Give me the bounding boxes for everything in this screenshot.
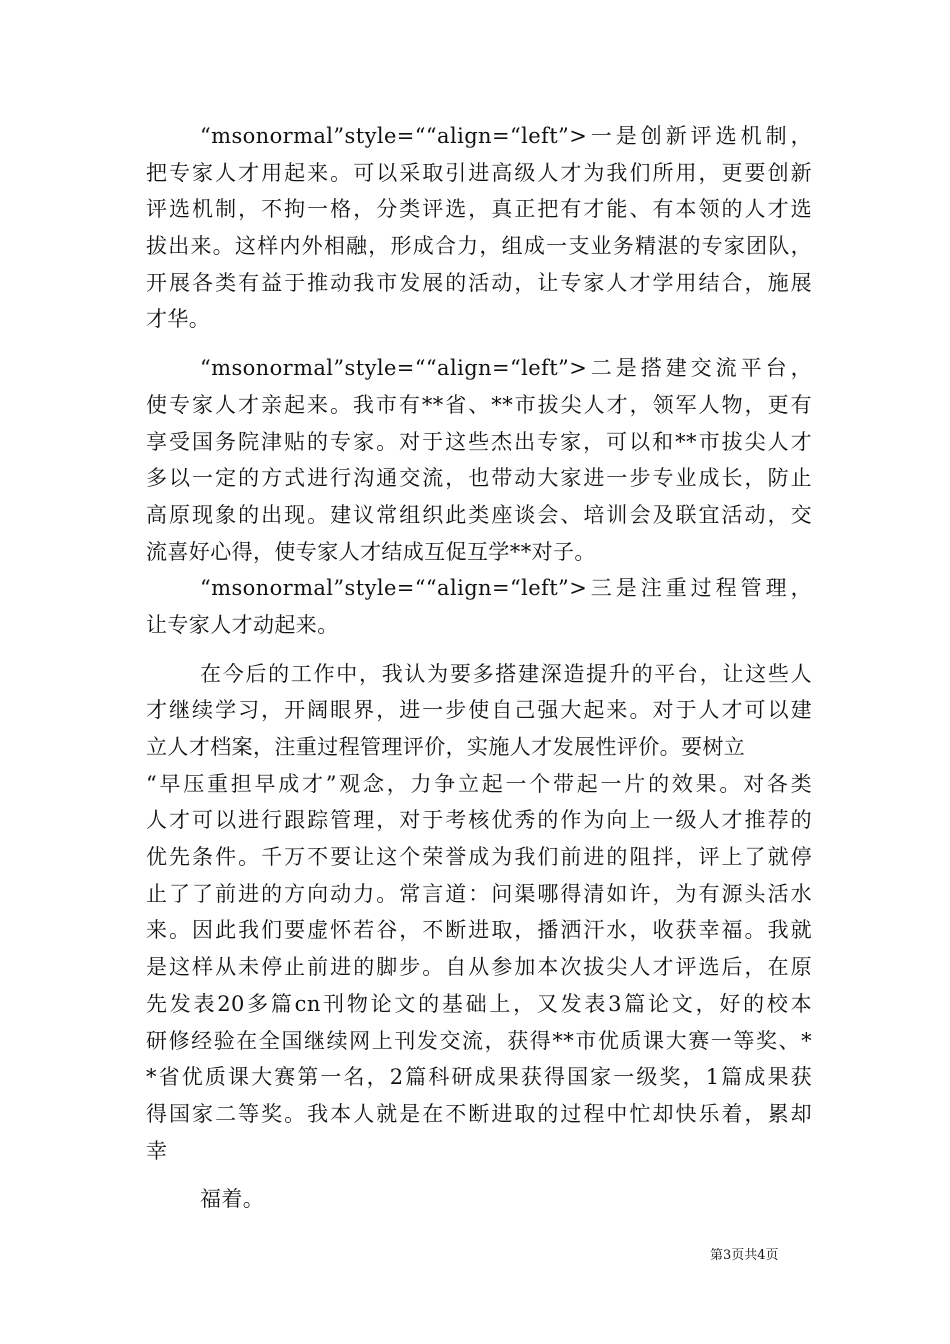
text-line: 先发表20多篇cn刊物论文的基础上，又发表3篇论文，好的校本 [146,991,812,1016]
text-line: 评选机制，不拘一格，分类评选，真正把有才能、有本领的人才选 [146,197,812,222]
text-line: “早压重担早成才”观念，力争立起一个带起一片的效果。对各类 [146,771,812,796]
text-line: 福着。 [200,1187,265,1212]
text-line: 把专家人才用起来。可以采取引进高级人才为我们所用，更要创新 [146,160,812,185]
text-line: 优先条件。千万不要让这个荣誉成为我们前进的阻拌，评上了就停 [146,845,812,870]
text-line: 才华。 [146,307,211,332]
text-line: 流喜好心得，使专家人才结成互促互学**对子。 [146,539,596,564]
text-line: 多以一定的方式进行沟通交流，也带动大家进一步专业成长，防止 [146,466,812,491]
page-number: 第3页共4页 [710,1248,779,1263]
text-line: 是这样从未停止前进的脚步。自从参加本次拔尖人才评选后，在原 [146,955,812,980]
text-line: “msonormal”style=““align=“left”>三是注重过程管理， [200,576,812,601]
text-line: 幸 [146,1138,168,1163]
paragraph-3 [146,570,812,643]
text-line: 高原现象的出现。建议常组织此类座谈会、培训会及联宜活动，交 [146,502,812,527]
text-line: “msonormal”style=““align=“left”>一是创新评选机制， [200,124,812,148]
text-line: 来。因此我们要虚怀若谷，不断进取，播洒汗水，收获幸福。我就 [146,918,812,943]
text-line: 开展各类有益于推动我市发展的活动，让专家人才学用结合，施展 [146,270,812,295]
paragraph-1 [146,118,812,338]
text-line: 止了了前进的方向动力。常言道：问渠哪得清如许，为有源头活水 [146,881,812,906]
text-line: 让专家人才动起来。 [146,612,339,637]
text-line: *省优质课大赛第一名，2篇科研成果获得国家一级奖，1篇成果获 [146,1065,812,1090]
text-line: 立人才档案，注重过程管理评价，实施人才发展性评价。要树立 [146,735,746,759]
text-line: 才继续学习，开阔眼界，进一步使自己强大起来。对于人才可以建 [146,698,812,723]
paragraph-2 [146,350,812,570]
body-text [146,118,812,1218]
paragraph-4 [146,656,812,1170]
paragraph-5 [146,1181,812,1218]
text-line: 使专家人才亲起来。我市有**省、**市拔尖人才，领军人物，更有 [146,392,812,417]
text-line: 得国家二等奖。我本人就是在不断进取的过程中忙却快乐着，累却 [146,1101,812,1126]
text-line: 在今后的工作中，我认为要多搭建深造提升的平台，让这些人 [200,661,812,686]
text-line: 研修经验在全国继续网上刊发交流，获得**市优质课大赛一等奖、* [146,1028,812,1053]
text-line: 享受国务院津贴的专家。对于这些杰出专家，可以和**市拔尖人才 [146,429,812,454]
text-line: 人才可以进行跟踪管理，对于考核优秀的作为向上一级人才推荐的 [146,808,812,833]
text-line: 拔出来。这样内外相融，形成合力，组成一支业务精湛的专家团队， [146,234,812,259]
text-line: “msonormal”style=““align=“left”>二是搭建交流平台， [200,356,812,381]
